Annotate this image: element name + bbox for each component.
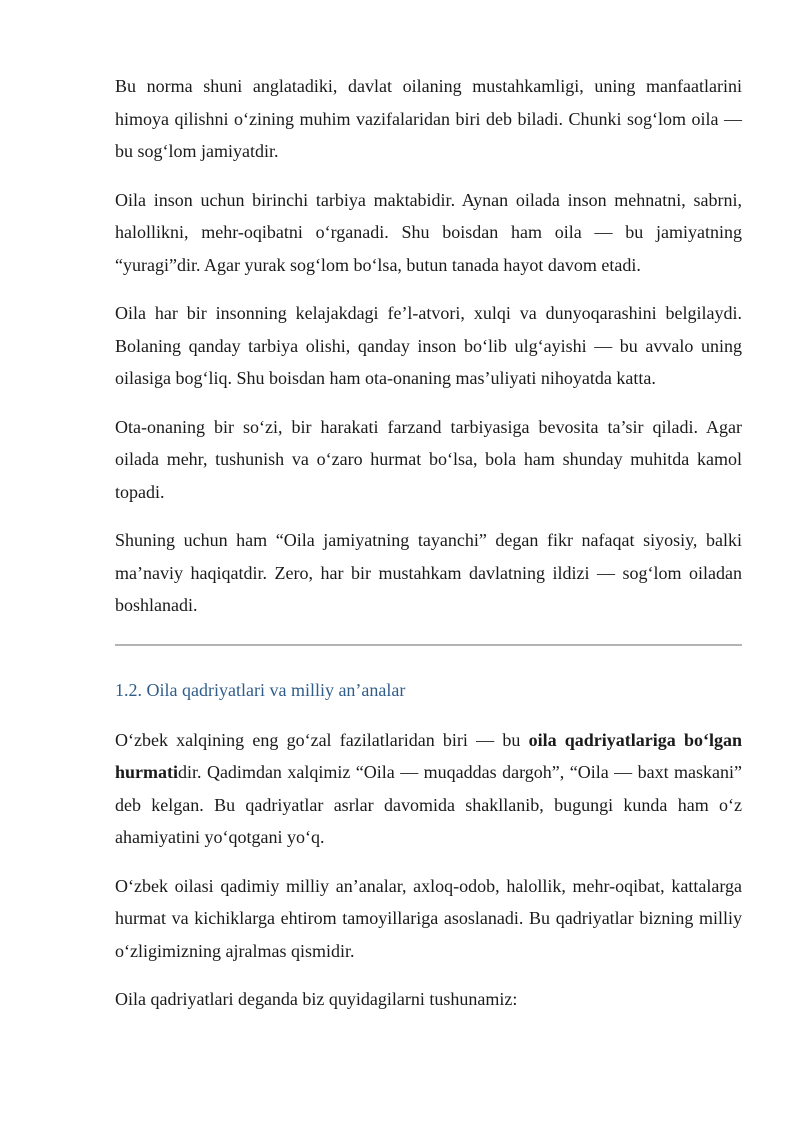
section-heading: 1.2. Oila qadriyatlari va milliy an’analar [115, 679, 406, 700]
paragraph-list-intro: Oila qadriyatlari deganda biz quyidagilarni tushunamiz: [115, 989, 518, 1009]
paragraph-parents-influence: Ota-onaning bir so‘zi, bir harakati farzand tarbiyasiga bevosita ta’sir qiladi. Agar oilada mehr, tushunish va o‘zaro hurmat bo‘lsa, bola ham shunday muhitda kamol topadi. [115, 416, 742, 502]
paragraph-traditions: O‘zbek oilasi qadimiy milliy an’analar, axloq-odob, halollik, mehr-oqibat, kattalarga hurmat va kichiklarga ehtirom tamoyillariga asoslanadi. Bu qadriyatlar bizning milliy o‘zligimizning ajralmas qismidir. [115, 875, 742, 961]
paragraph-norma: Bu norma shuni anglatadiki, davlat oilaning mustahkamligi, uning manfaatlarini himoya qilishni o‘zining muhim vazifalaridan biri deb biladi. Chunki sog‘lom oila — bu sog‘lom jamiyatdir. [115, 76, 742, 161]
document-page [115, 70, 742, 1032]
section-divider [115, 644, 742, 646]
paragraph-text-after: dir. Qadimdan xalqimiz “Oila — muqaddas dargoh”, “Oila — baxt maskani” deb kelgan. Bu qadriyatlar asrlar davomida shakllanib, bugungi kunda ham o‘z ahamiyatini yo‘qotgani yo‘q. [115, 762, 742, 847]
paragraph-text-before: O‘zbek xalqining eng go‘zal fazilatlaridan biri — bu [115, 729, 529, 750]
paragraph-uzbek-values [115, 724, 742, 854]
paragraph-first-school: Oila inson uchun birinchi tarbiya maktabidir. Aynan oilada inson mehnatni, sabrni, halollikni, mehr-oqibatni o‘rganadi. Shu boisdan ham oila — bu jamiyatning “yuragi”dir. Agar yurak sog‘lom bo‘lsa, butun tanada hayot davom etadi. [115, 189, 742, 275]
paragraph-family-foundation: Shuning uchun ham “Oila jamiyatning tayanchi” degan fikr nafaqat siyosiy, balki ma’naviy haqiqatdir. Zero, har bir mustahkam davlatning ildizi — sog‘lom oiladan boshlanadi. [115, 530, 742, 615]
emphasis-text: oila qadriyatlariga bo‘lgan hurmati [115, 729, 742, 782]
paragraph-character: Oila har bir insonning kelajakdagi fe’l-atvori, xulqi va dunyoqarashini belgilaydi. Bolaning qanday tarbiya olishi, qanday inson bo‘lib ulg‘ayishi — bu avvalo uning oilasiga bog‘liq. Shu boisdan ham ota-onaning mas’uliyati nihoyatda katta. [115, 303, 742, 388]
